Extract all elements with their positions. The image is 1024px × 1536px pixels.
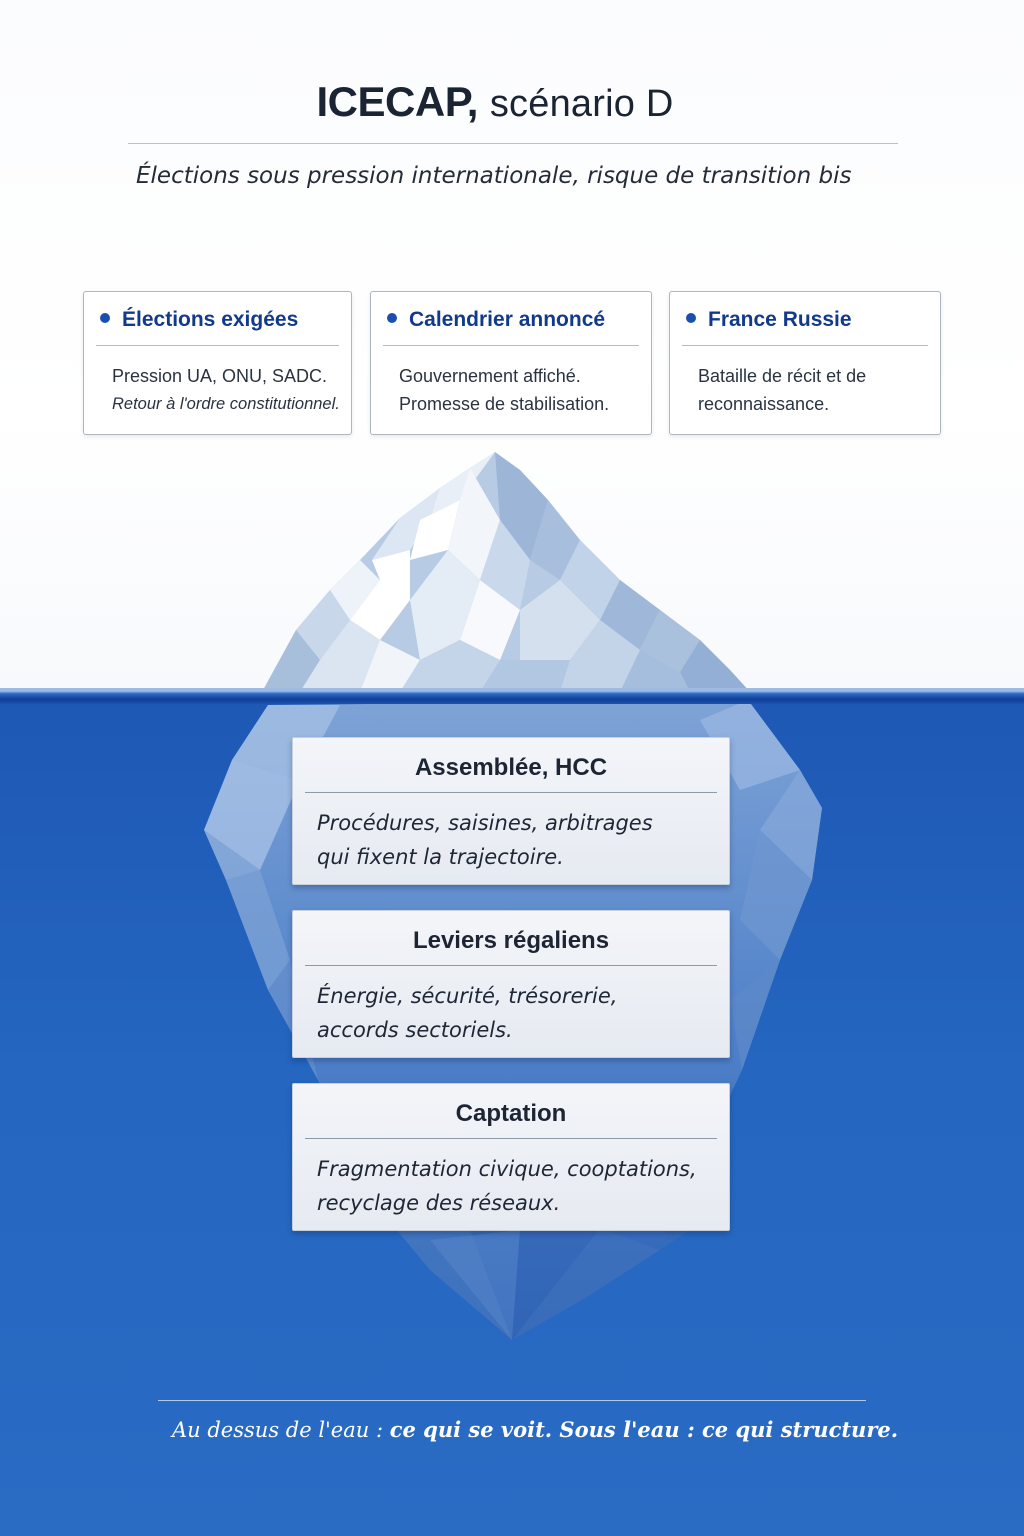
card-body-line: reconnaissance.: [698, 394, 830, 414]
footer-divider: [158, 1400, 866, 1401]
layer-body-line: qui fixent la trajectoire.: [317, 845, 564, 869]
footer-caption-part2: ce qui se voit. Sous l'eau : ce qui structure.: [389, 1417, 899, 1442]
layer-heading: Captation: [455, 1100, 567, 1127]
card-body-line: Bataille de récit et de: [698, 366, 867, 386]
card-body-line: Retour à l'ordre constitutionnel.: [112, 395, 340, 413]
layer-heading: Assemblée, HCC: [414, 754, 608, 781]
card-heading-text: France Russie: [708, 308, 852, 331]
layer-heading: Leviers régaliens: [412, 927, 610, 954]
layer-leviers-regaliens: [292, 910, 730, 1058]
title-light: scénario D: [489, 83, 674, 125]
layer-captation: [292, 1083, 730, 1231]
layer-body: [317, 979, 717, 1047]
layer-divider: [305, 792, 717, 793]
title-bold: ICECAP,: [316, 78, 478, 125]
card-body-line: Promesse de stabilisation.: [399, 394, 610, 414]
card-heading-text: Calendrier annoncé: [409, 308, 606, 331]
layer-body-line: Procédures, saisines, arbitrages: [317, 811, 653, 835]
footer-caption: [172, 1417, 932, 1442]
layer-divider: [305, 1138, 717, 1139]
layer-body: [317, 1152, 717, 1220]
page-subtitle: Élections sous pression internationale, risque de transition bis: [136, 163, 852, 189]
iceberg-peak: [262, 452, 750, 692]
layer-body: [317, 806, 717, 874]
card-body-line: Gouvernement affiché.: [399, 366, 581, 386]
water-surface-line: [0, 688, 1024, 704]
layer-body-line: recyclage des réseaux.: [317, 1191, 561, 1215]
layer-body-line: Énergie, sécurité, trésorerie,: [317, 984, 618, 1008]
footer-caption-part1: Au dessus de l'eau :: [172, 1418, 384, 1442]
layer-body-line: accords sectoriels.: [317, 1018, 513, 1042]
card-body-line: Pression UA, ONU, SADC.: [112, 366, 328, 386]
card-heading-text: Élections exigées: [122, 308, 299, 331]
layer-divider: [305, 965, 717, 966]
layer-body-line: Fragmentation civique, cooptations,: [317, 1157, 697, 1181]
layer-assemblee-hcc: [292, 737, 730, 885]
